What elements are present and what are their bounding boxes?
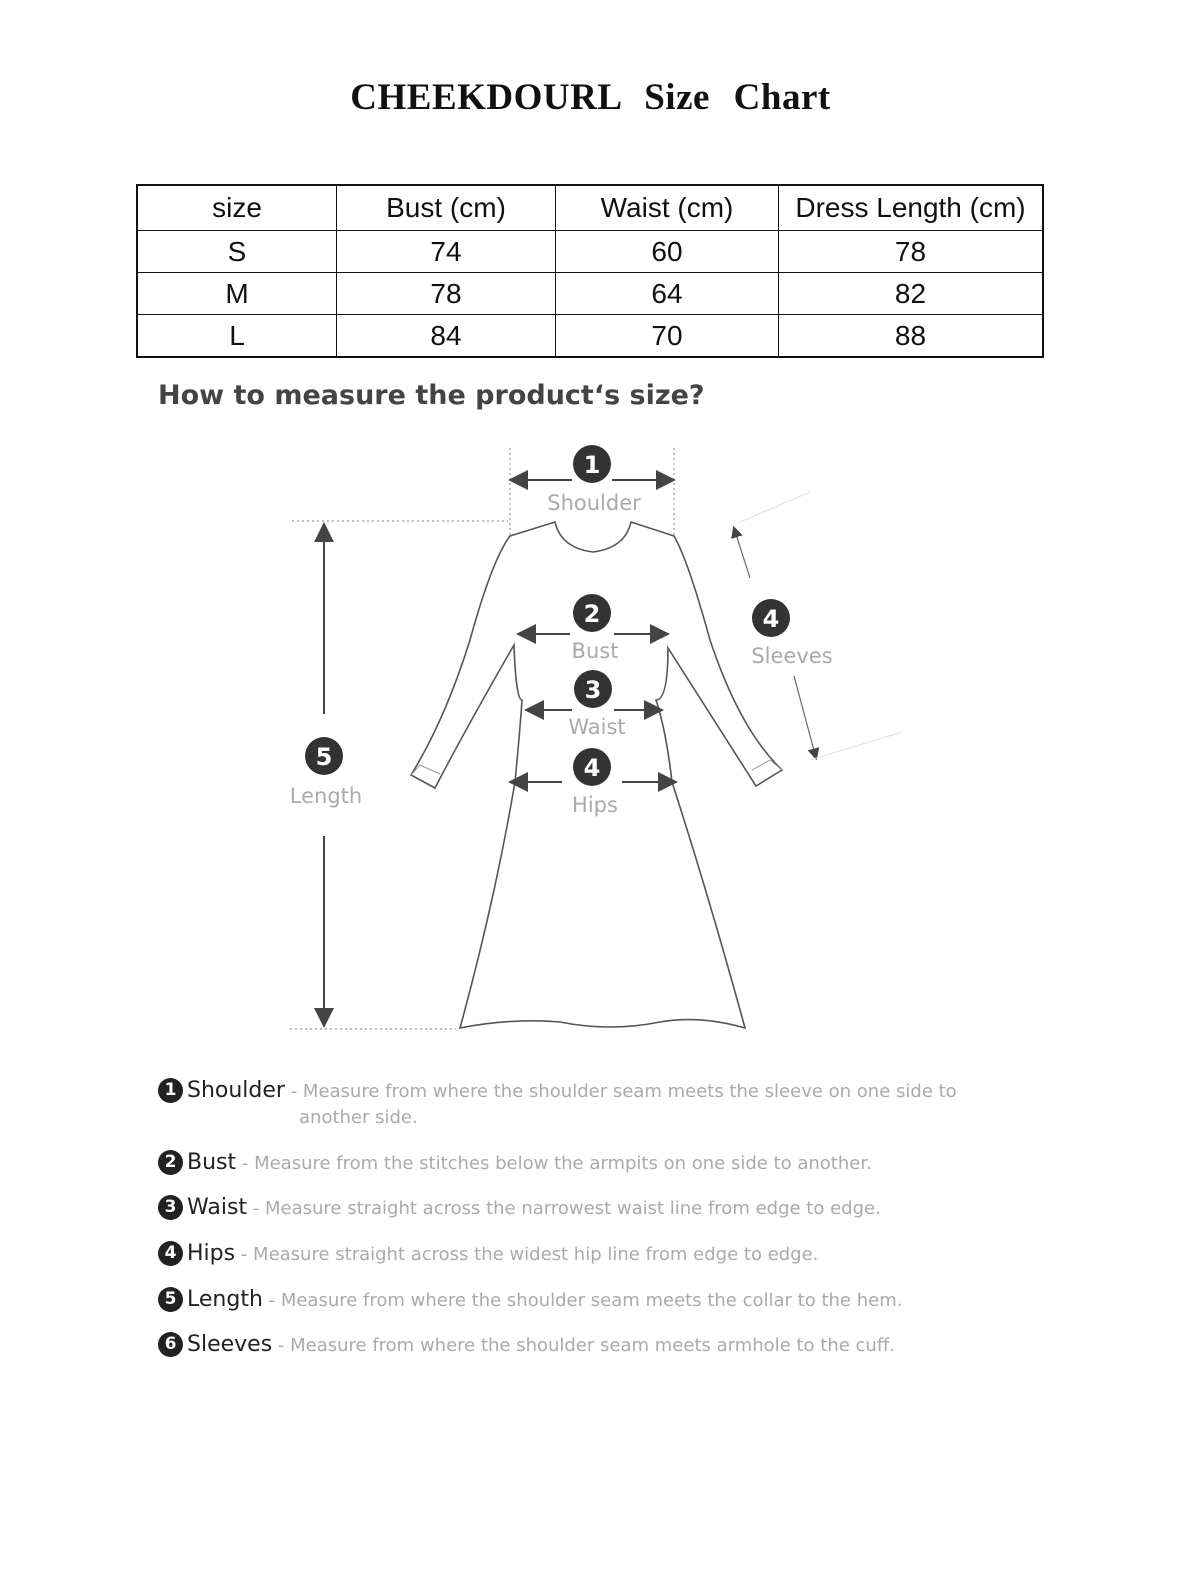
sleeves-label: Sleeves bbox=[751, 644, 833, 668]
table-cell: L bbox=[137, 315, 337, 358]
bust-number: 2 bbox=[583, 600, 601, 628]
table-row bbox=[137, 273, 1043, 315]
table-cell: 84 bbox=[337, 315, 556, 358]
how-to-measure-heading: How to measure the product‘s size? bbox=[158, 380, 705, 411]
header-size: size bbox=[137, 185, 337, 231]
header-dress-length: Dress Length (cm) bbox=[779, 185, 1044, 231]
note-term: Hips bbox=[187, 1241, 236, 1266]
table-cell: 78 bbox=[337, 273, 556, 315]
bust-label: Bust bbox=[571, 639, 619, 663]
hips-number: 4 bbox=[583, 754, 601, 782]
note-shoulder bbox=[158, 1078, 1038, 1150]
sleeves-number: 4 bbox=[762, 605, 780, 633]
measurement-notes bbox=[158, 1078, 1038, 1377]
sleeve-guide-top bbox=[740, 492, 810, 522]
note-term: Shoulder bbox=[187, 1078, 285, 1103]
waist-label: Waist bbox=[568, 715, 626, 739]
note-description: - Measure from where the shoulder seam meets the collar to the hem. bbox=[262, 1290, 903, 1311]
note-number-badge: 5 bbox=[158, 1287, 183, 1312]
note-description-continued: another side. bbox=[299, 1107, 418, 1128]
note-term: Sleeves bbox=[187, 1332, 273, 1357]
hips-label: Hips bbox=[572, 793, 618, 817]
note-waist bbox=[158, 1195, 1038, 1241]
note-sleeves bbox=[158, 1332, 1038, 1377]
note-number-badge: 6 bbox=[158, 1332, 183, 1357]
header-bust: Bust (cm) bbox=[337, 185, 556, 231]
note-hips bbox=[158, 1241, 1038, 1287]
table-cell: 74 bbox=[337, 231, 556, 273]
note-description: - Measure straight across the narrowest waist line from edge to edge. bbox=[247, 1198, 881, 1219]
table-cell: 88 bbox=[779, 315, 1044, 358]
shoulder-number: 1 bbox=[583, 451, 601, 479]
note-term: Bust bbox=[187, 1150, 237, 1175]
note-term: Waist bbox=[187, 1195, 248, 1220]
shoulder-label: Shoulder bbox=[547, 491, 641, 515]
note-number-badge: 1 bbox=[158, 1078, 183, 1103]
note-description: - Measure straight across the widest hip line from edge to edge. bbox=[235, 1244, 819, 1265]
page-title: CHEEKDOURL Size Chart bbox=[350, 77, 831, 118]
note-number-badge: 3 bbox=[158, 1195, 183, 1220]
sleeve-guide-bottom bbox=[810, 732, 902, 760]
note-term: Length bbox=[187, 1287, 263, 1312]
header-waist: Waist (cm) bbox=[556, 185, 779, 231]
size-table bbox=[136, 184, 1044, 358]
table-cell: 60 bbox=[556, 231, 779, 273]
table-cell: 64 bbox=[556, 273, 779, 315]
table-row bbox=[137, 231, 1043, 273]
note-number-badge: 2 bbox=[158, 1150, 183, 1175]
table-cell: S bbox=[137, 231, 337, 273]
table-header-row bbox=[137, 185, 1043, 231]
table-cell: 82 bbox=[779, 273, 1044, 315]
note-bust bbox=[158, 1150, 1038, 1195]
note-description: - Measure from the stitches below the armpits on one side to another. bbox=[236, 1153, 872, 1174]
dress-measure-diagram bbox=[270, 430, 930, 1050]
sleeves-arrow-down bbox=[794, 676, 816, 758]
table-cell: 70 bbox=[556, 315, 779, 358]
table-row bbox=[137, 315, 1043, 358]
table-cell: M bbox=[137, 273, 337, 315]
table-cell: 78 bbox=[779, 231, 1044, 273]
sleeves-arrow-up bbox=[734, 528, 750, 578]
waist-number: 3 bbox=[584, 676, 602, 704]
length-label: Length bbox=[289, 784, 363, 808]
note-length bbox=[158, 1287, 1038, 1332]
note-description: - Measure from where the shoulder seam meets armhole to the cuff. bbox=[272, 1335, 895, 1356]
note-description: - Measure from where the shoulder seam meets the sleeve on one side to bbox=[284, 1081, 957, 1102]
note-number-badge: 4 bbox=[158, 1241, 183, 1266]
length-number: 5 bbox=[315, 743, 333, 771]
